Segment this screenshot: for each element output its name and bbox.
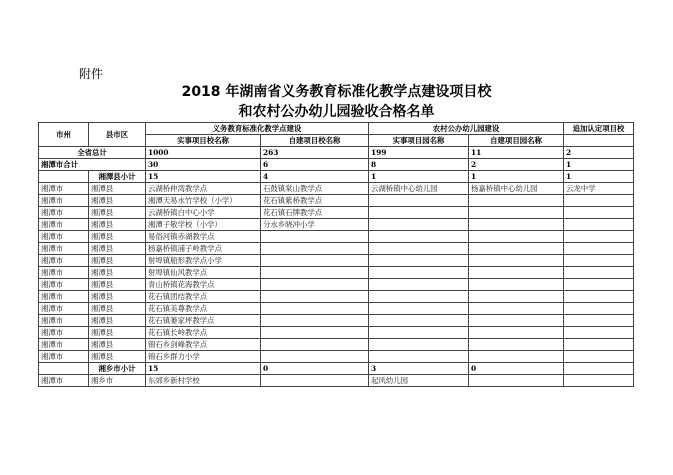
table-row [39, 267, 634, 279]
table-cell: 湘潭县 [89, 231, 146, 243]
table-cell [369, 219, 469, 231]
table-cell [469, 339, 564, 351]
table-cell: 湘潭市 [39, 207, 89, 219]
table-cell: 湘潭市 [39, 351, 89, 363]
table-cell [369, 291, 469, 303]
table-cell [564, 351, 634, 363]
table-row [39, 279, 634, 291]
table-row [39, 243, 634, 255]
table-cell [564, 231, 634, 243]
table-cell [469, 303, 564, 315]
subtotal-value: 0 [469, 363, 564, 375]
table-cell [369, 327, 469, 339]
table-row [39, 339, 634, 351]
table-row [39, 351, 634, 363]
subtotal-label: 湘乡市小计 [89, 363, 146, 375]
table-cell [564, 327, 634, 339]
table-row [39, 219, 634, 231]
subtotal-value: 3 [369, 363, 469, 375]
total-value: 199 [369, 147, 469, 159]
table-row [39, 327, 634, 339]
table-row [39, 195, 634, 207]
table-row [39, 207, 634, 219]
table-row [39, 375, 634, 387]
table-cell: 易俗河镇赤湖教学点 [146, 231, 261, 243]
acceptance-list-table [38, 122, 634, 387]
table-cell [261, 339, 369, 351]
header-county: 县市区 [89, 123, 146, 147]
header-row-1 [39, 123, 634, 135]
table-cell: 湘潭县 [89, 267, 146, 279]
table-cell [261, 231, 369, 243]
table-cell: 湘潭子敬学校（小学） [146, 219, 261, 231]
table-row [39, 315, 634, 327]
table-cell: 花石镇团结教学点 [146, 291, 261, 303]
table-cell [564, 219, 634, 231]
table-cell: 青山桥镇花海教学点 [146, 279, 261, 291]
header-practical-kg: 实事项目园名称 [369, 135, 469, 147]
table-cell [469, 267, 564, 279]
table-cell [369, 315, 469, 327]
table-cell [469, 375, 564, 387]
table-cell: 湘潭县 [89, 243, 146, 255]
table-cell: 湘潭市 [39, 219, 89, 231]
table-row [39, 255, 634, 267]
subtotal-value: 4 [261, 171, 369, 183]
city-total-value: 8 [369, 159, 469, 171]
table-cell: 湘乡市 [89, 375, 146, 387]
table-cell: 锦石乡群力小学 [146, 351, 261, 363]
header-group-additional: 追加认定项目校 [564, 123, 634, 135]
table-cell: 湘潭市 [39, 375, 89, 387]
table-cell: 湘潭县 [89, 207, 146, 219]
table-cell [469, 219, 564, 231]
table-cell [369, 279, 469, 291]
total-row [39, 147, 634, 159]
city-total-value: 30 [146, 159, 261, 171]
table-cell: 湘潭县 [89, 219, 146, 231]
subtotal-blank [39, 363, 89, 375]
table-cell: 湘潭天易水竹学校（小学） [146, 195, 261, 207]
table-cell [564, 195, 634, 207]
title-line-1: 2018 年湖南省义务教育标准化教学点建设项目校 [181, 84, 492, 100]
city-total-value: 6 [261, 159, 369, 171]
table-cell: 花石镇长岭教学点 [146, 327, 261, 339]
table-cell: 云湖桥仲湾教学点 [146, 183, 261, 195]
table-cell [369, 351, 469, 363]
table-cell [564, 291, 634, 303]
table-cell: 湘潭市 [39, 195, 89, 207]
table-cell: 云龙中学 [564, 183, 634, 195]
table-cell: 湘潭县 [89, 255, 146, 267]
header-self-kg: 自建项目园名称 [469, 135, 564, 147]
table-cell: 花石镇美尊教学点 [146, 303, 261, 315]
table-row [39, 183, 634, 195]
table-cell: 起风幼儿园 [369, 375, 469, 387]
city-total-value: 1 [564, 159, 634, 171]
subtotal-value: 1 [369, 171, 469, 183]
table-cell [564, 303, 634, 315]
table-cell [261, 303, 369, 315]
total-label: 全省总计 [39, 147, 146, 159]
table-cell [469, 243, 564, 255]
table-cell [564, 375, 634, 387]
table-cell [369, 243, 469, 255]
table-row [39, 231, 634, 243]
table-cell: 湘潭县 [89, 279, 146, 291]
header-self-school: 自建项目校名称 [261, 135, 369, 147]
table-cell: 湘潭市 [39, 255, 89, 267]
table-cell: 湘潭市 [39, 315, 89, 327]
subtotal-value: 0 [261, 363, 369, 375]
header-practical-school: 实事项目校名称 [146, 135, 261, 147]
subtotal-row [39, 171, 634, 183]
table-cell [564, 207, 634, 219]
table-cell [261, 255, 369, 267]
header-group-kindergarten: 农村公办幼儿园建设 [369, 123, 564, 135]
table-cell [469, 351, 564, 363]
subtotal-blank [39, 171, 89, 183]
table-cell [564, 243, 634, 255]
table-cell [369, 207, 469, 219]
table-cell [564, 315, 634, 327]
table-cell: 湘潭市 [39, 231, 89, 243]
table-cell [564, 339, 634, 351]
table-cell: 射埠镇船形教学点小学 [146, 255, 261, 267]
table-cell [261, 279, 369, 291]
table-cell: 湘潭县 [89, 339, 146, 351]
total-value: 263 [261, 147, 369, 159]
table-cell: 东郊乡新村学校 [146, 375, 261, 387]
table-cell: 杨嘉桥镇浦子岭教学点 [146, 243, 261, 255]
table-cell [261, 351, 369, 363]
table-cell: 分水乡晓冲小学 [261, 219, 369, 231]
attachment-label: 附件 [79, 67, 104, 81]
subtotal-value: 15 [146, 171, 261, 183]
table-cell [261, 327, 369, 339]
table-cell: 湘潭市 [39, 267, 89, 279]
table-cell: 石鼓镇棠山教学点 [261, 183, 369, 195]
subtotal-value [564, 363, 634, 375]
table-cell [564, 267, 634, 279]
subtotal-value: 15 [146, 363, 261, 375]
city-total-row [39, 159, 634, 171]
header-city: 市州 [39, 123, 89, 147]
table-cell: 湘潭县 [89, 183, 146, 195]
table-cell: 湘潭市 [39, 327, 89, 339]
table-cell: 湘潭县 [89, 351, 146, 363]
table-cell: 云湖桥镇中心幼儿园 [369, 183, 469, 195]
table-cell: 湘潭县 [89, 291, 146, 303]
table-cell [469, 291, 564, 303]
total-value: 11 [469, 147, 564, 159]
table-row [39, 291, 634, 303]
table-cell [261, 267, 369, 279]
total-value: 1000 [146, 147, 261, 159]
table-cell: 云湖桥镇白中心小学 [146, 207, 261, 219]
table-cell: 花石镇蒌家坪教学点 [146, 315, 261, 327]
title-line-2: 和农村公办幼儿园验收合格名单 [238, 104, 435, 120]
table-cell: 花石镇紫桥教学点 [261, 195, 369, 207]
table-cell [369, 339, 469, 351]
table-cell [469, 195, 564, 207]
table-cell [564, 279, 634, 291]
table-cell [369, 195, 469, 207]
table-cell [261, 375, 369, 387]
header-group-compulsory: 义务教育标准化教学点建设 [146, 123, 369, 135]
table-cell: 湘潭市 [39, 243, 89, 255]
table-cell [469, 207, 564, 219]
table-cell: 湘潭县 [89, 327, 146, 339]
table-cell: 锦石乡剑峰教学点 [146, 339, 261, 351]
city-total-value: 2 [469, 159, 564, 171]
header-additional-blank [564, 135, 634, 147]
table-cell: 湘潭市 [39, 279, 89, 291]
table-cell: 湘潭县 [89, 315, 146, 327]
table-cell [469, 231, 564, 243]
table-cell [261, 291, 369, 303]
table-cell [469, 279, 564, 291]
table-cell: 湘潭市 [39, 303, 89, 315]
table-cell [261, 315, 369, 327]
table-cell: 杨嘉桥镇中心幼儿园 [469, 183, 564, 195]
table-cell [469, 315, 564, 327]
subtotal-row [39, 363, 634, 375]
table-cell: 湘潭县 [89, 303, 146, 315]
table-cell [369, 267, 469, 279]
table-cell [369, 231, 469, 243]
city-total-label: 湘潭市合计 [39, 159, 146, 171]
table-cell: 湘潭市 [39, 183, 89, 195]
table-cell: 湘潭市 [39, 339, 89, 351]
table-cell [469, 255, 564, 267]
table-cell [369, 303, 469, 315]
total-value: 2 [564, 147, 634, 159]
table-cell: 湘潭县 [89, 195, 146, 207]
table-cell [564, 255, 634, 267]
table-cell: 湘潭市 [39, 291, 89, 303]
table-cell: 花石镇石牌教学点 [261, 207, 369, 219]
subtotal-value: 1 [469, 171, 564, 183]
table-row [39, 303, 634, 315]
subtotal-value: 1 [564, 171, 634, 183]
subtotal-label: 湘潭县小计 [89, 171, 146, 183]
table-cell: 射埠镇仙风教学点 [146, 267, 261, 279]
table-cell [469, 327, 564, 339]
table-cell [369, 255, 469, 267]
table-cell [261, 243, 369, 255]
